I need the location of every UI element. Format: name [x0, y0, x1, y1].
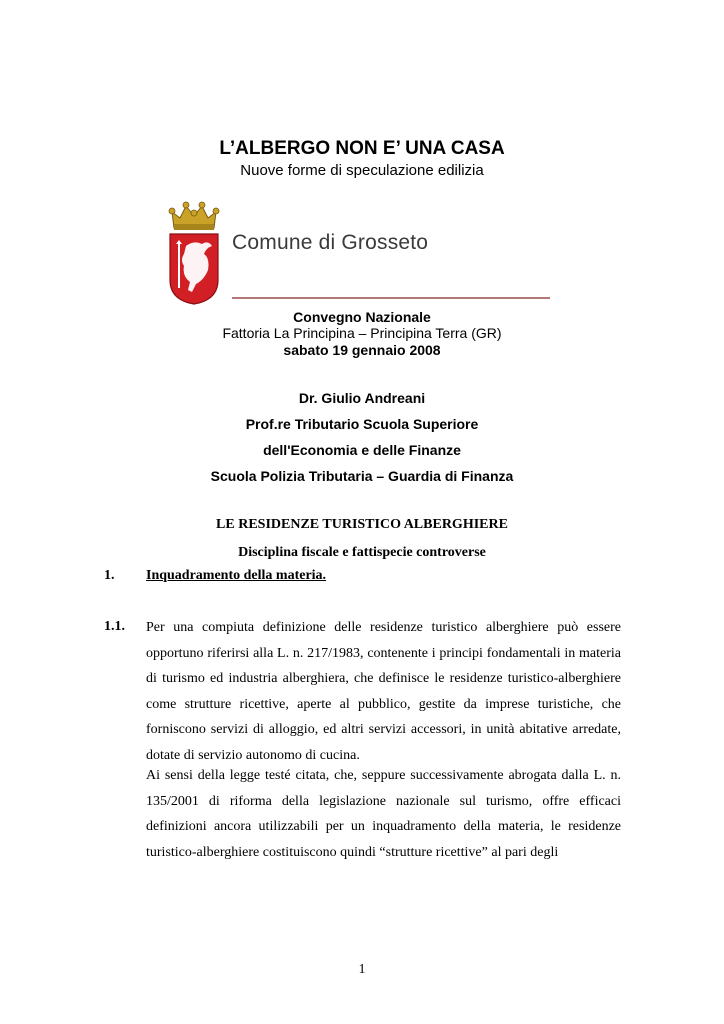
- crown-icon: [169, 202, 219, 230]
- section-title: LE RESIDENZE TURISTICO ALBERGHIERE: [216, 517, 508, 532]
- speaker-role: Prof.re Tributario Scuola Superiore: [245, 416, 479, 432]
- speaker-role: Scuola Polizia Tributaria – Guardia di Finanza: [210, 468, 514, 484]
- page-number: 1: [358, 962, 366, 977]
- document-subtitle: Nuove forme di speculazione edilizia: [240, 162, 484, 179]
- section-subtitle: Disciplina fiscale e fattispecie controverse: [238, 545, 486, 560]
- speaker-name: Dr. Giulio Andreani: [298, 390, 426, 406]
- speaker-role: dell'Economia e delle Finanze: [263, 442, 461, 458]
- document-title: L’ALBERGO NON E’ UNA CASA: [219, 138, 505, 159]
- paragraph-number: 1.1.: [104, 619, 125, 634]
- grosseto-crest-icon: [166, 200, 222, 306]
- heading-number: 1.: [104, 568, 115, 583]
- organization-name: Comune di Grosseto: [232, 231, 429, 254]
- conference-title: Convegno Nazionale: [293, 309, 431, 325]
- paragraph: Ai sensi della legge testé citata, che, seppure successivamente abrogata dalla L. n. 135/2001 di riforma della legislazione nazionale sul turismo, offre efficaci definizioni ancora utilizzabili per un inquadramento della materia, le residenze turistico-alberghiere costituiscono quindi “strutture ricettive” al pari degli: [146, 768, 621, 860]
- logo-divider: [232, 297, 550, 299]
- conference-location: Fattoria La Principina – Principina Terra (GR): [222, 325, 502, 341]
- heading-text: Inquadramento della materia.: [146, 568, 327, 583]
- conference-date: sabato 19 gennaio 2008: [283, 342, 441, 358]
- paragraph: Per una compiuta definizione delle residenze turistico alberghiere può essere opportuno riferirsi alla L. n. 217/1983, contenente i principi fondamentali in materia di turismo ed industria alberghiera, che definisce le residenze turistico-alberghiere come strutture ricettive, aperte al pubblico, gestite da imprese turistiche, che forniscono servizi di alloggio, ed altri servizi accessori, in unità abitative arredate, dotate di servizio autonomo di cucina.: [146, 620, 621, 763]
